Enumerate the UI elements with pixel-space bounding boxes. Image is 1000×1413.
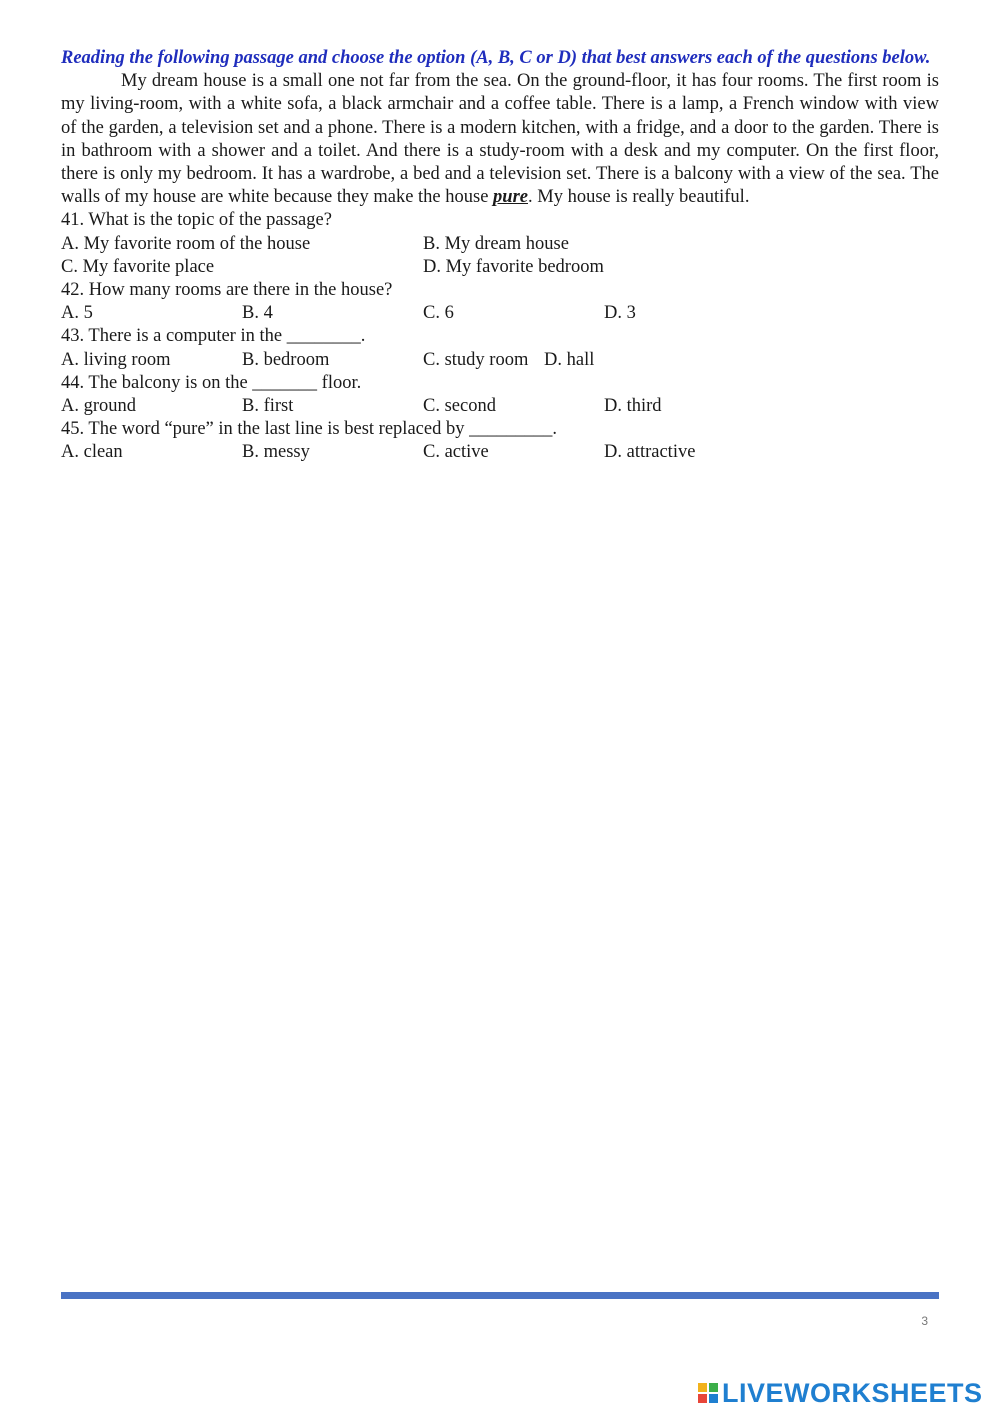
instruction: Reading the following passage and choose the option (A, B, C or D) that best answers each of the questions below. [61,48,931,68]
reading-passage [61,70,939,209]
option-d: D. My favorite bedroom [423,256,604,277]
option-b: B. 4 [242,303,273,324]
option-d: D. attractive [604,442,696,463]
question-41 [61,209,939,279]
question-44 [61,372,939,418]
option-a: A. My favorite room of the house [61,233,311,254]
options [61,233,939,279]
question-text: 45. The word “pure” in the last line is best replaced by _________. [61,419,557,440]
question-42 [61,279,939,325]
option-c: C. study room [423,349,529,370]
options [61,441,939,464]
worksheet-content [61,47,939,465]
option-a: A. living room [61,349,171,370]
question-43 [61,325,939,371]
question-45 [61,418,939,464]
option-b: B. first [242,396,294,417]
page-number: 3 [921,1314,928,1328]
option-d: D. third [604,396,662,417]
question-text: 43. There is a computer in the ________. [61,326,366,347]
option-d: D. hall [544,349,595,370]
options [61,302,939,325]
liveworksheets-logo-icon [698,1383,718,1403]
liveworksheets-brand[interactable] [698,1378,983,1408]
option-a: A. ground [61,396,137,417]
footer-rule [61,1292,939,1299]
question-text: 42. How many rooms are there in the house? [61,280,393,301]
question-text: 41. What is the topic of the passage? [61,210,332,231]
passage-keyword: pure [493,187,528,208]
option-c: C. second [423,396,496,417]
options [61,395,939,418]
option-b: B. bedroom [242,349,330,370]
option-c: C. 6 [423,303,454,324]
option-b: B. messy [242,442,310,463]
brand-name: LIVEWORKSHEETS [722,1377,983,1408]
option-d: D. 3 [604,303,636,324]
option-c: C. active [423,442,489,463]
option-a: A. 5 [61,303,93,324]
option-a: A. clean [61,442,123,463]
option-c: C. My favorite place [61,256,215,277]
question-text: 44. The balcony is on the _______ floor. [61,372,362,393]
option-b: B. My dream house [423,233,569,254]
options [61,349,939,372]
passage-text-before: My dream house is a small one not far from the sea. On the ground-floor, it has four rooms. The first room is my living-room, with a white sofa, a black armchair and a coffee table. There is a lamp, a French window with view of the garden, a television set and a phone. There is a modern kitchen, with a fridge, and a door to the garden. There is in bathroom with a shower and a toilet. And there is a study-room with a desk and my computer. On the first floor, there is only my bedroom. It has a wardrobe, a bed and a television set. There is a balcony with a view of the sea. The walls of my house are white because they make the house [61,71,939,208]
passage-text-after: . My house is really beautiful. [528,187,750,208]
